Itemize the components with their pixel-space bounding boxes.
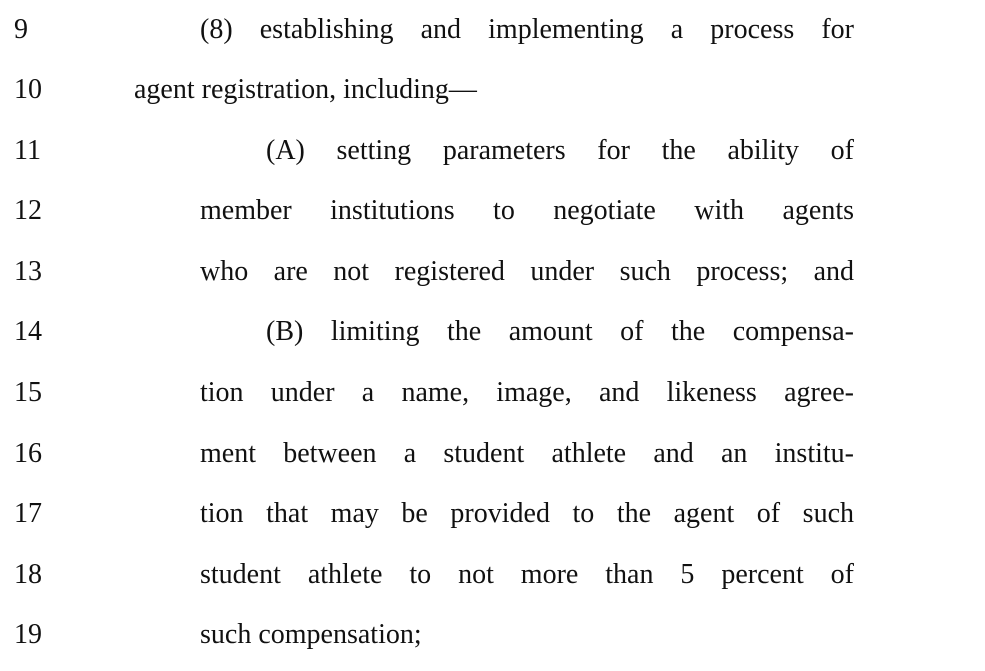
line-text: who are not registered under such process; and <box>200 256 854 287</box>
text-line <box>0 242 985 302</box>
line-number: 17 <box>14 498 42 529</box>
line-text: such compensation; <box>200 619 422 650</box>
line-text: member institutions to negotiate with agents <box>200 195 854 226</box>
line-text: (B) limiting the amount of the compensa- <box>266 316 854 347</box>
text-line <box>0 605 985 665</box>
line-number: 15 <box>14 377 42 408</box>
text-line <box>0 0 985 60</box>
line-number: 16 <box>14 438 42 469</box>
line-text: student athlete to not more than 5 percent of <box>200 559 854 590</box>
text-line <box>0 545 985 605</box>
text-line <box>0 60 985 120</box>
line-text: ment between a student athlete and an institu- <box>200 438 854 469</box>
text-line <box>0 424 985 484</box>
line-number: 14 <box>14 316 42 347</box>
line-number: 19 <box>14 619 42 650</box>
line-number: 18 <box>14 559 42 590</box>
line-text: tion that may be provided to the agent of such <box>200 498 854 529</box>
line-number: 10 <box>14 74 42 105</box>
text-line <box>0 302 985 362</box>
line-text: (A) setting parameters for the ability of <box>266 135 854 166</box>
line-number: 12 <box>14 195 42 226</box>
line-number: 9 <box>14 14 28 45</box>
line-text: agent registration, including— <box>134 74 477 105</box>
text-line <box>0 363 985 423</box>
line-text: (8) establishing and implementing a process for <box>200 14 854 45</box>
line-number: 11 <box>14 135 41 166</box>
text-line <box>0 484 985 544</box>
line-number: 13 <box>14 256 42 287</box>
text-line <box>0 121 985 181</box>
text-line <box>0 181 985 241</box>
line-text: tion under a name, image, and likeness agree- <box>200 377 854 408</box>
